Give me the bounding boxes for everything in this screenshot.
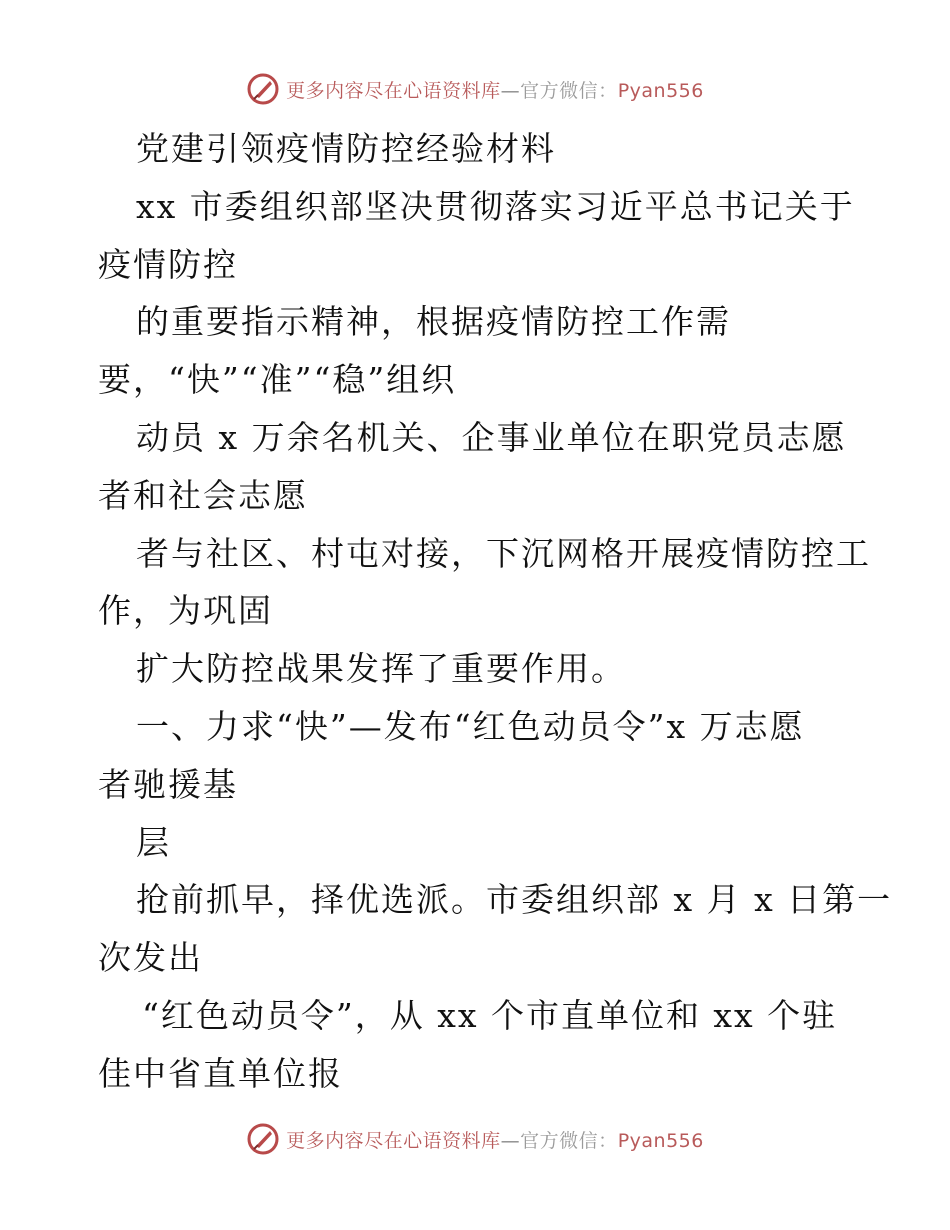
paragraph-line: xx 市委组织部坚决贯彻落实习近平总书记关于 <box>136 186 855 226</box>
paragraph-line: 者与社区、村屯对接，下沉网格开展疫情防控工 <box>136 533 871 573</box>
quill-logo-icon <box>246 72 280 106</box>
document-title: 党建引领疫情防控经验材料 <box>136 129 556 168</box>
watermark-header <box>0 72 950 106</box>
section-heading-cont: 者驰援基 <box>98 764 238 804</box>
watermark-footer <box>0 1122 950 1156</box>
watermark-text: 更多内容尽在心语资料库—官方微信：Pyan556 <box>286 79 704 102</box>
section-heading: 一、力求“快”—发布“红色动员令”x 万志愿 <box>136 706 805 746</box>
paragraph-line: 疫情防控 <box>98 244 238 284</box>
paragraph-line: 动员 x 万余名机关、企事业单位在职党员志愿 <box>136 417 847 457</box>
paragraph-line: 作，为巩固 <box>98 591 273 631</box>
quill-logo-icon <box>246 1122 280 1156</box>
paragraph-line: 要，“快”“准”“稳”组织 <box>98 360 457 400</box>
paragraph-line: 的重要指示精神，根据疫情防控工作需 <box>136 302 731 342</box>
paragraph-line: 抢前抓早，择优选派。市委组织部 x 月 x 日第一 <box>136 880 893 920</box>
watermark-text: 更多内容尽在心语资料库—官方微信：Pyan556 <box>286 1129 704 1152</box>
paragraph-line: 次发出 <box>98 938 203 978</box>
paragraph-line: 扩大防控战果发挥了重要作用。 <box>136 649 626 689</box>
paragraph-line: 佳中省直单位报 <box>98 1053 343 1093</box>
section-heading-cont: 层 <box>136 822 171 862</box>
paragraph-line: 者和社会志愿 <box>98 475 308 515</box>
paragraph-line: “红色动员令”，从 xx 个市直单位和 xx 个驻 <box>142 995 838 1035</box>
document-body <box>98 120 893 1103</box>
